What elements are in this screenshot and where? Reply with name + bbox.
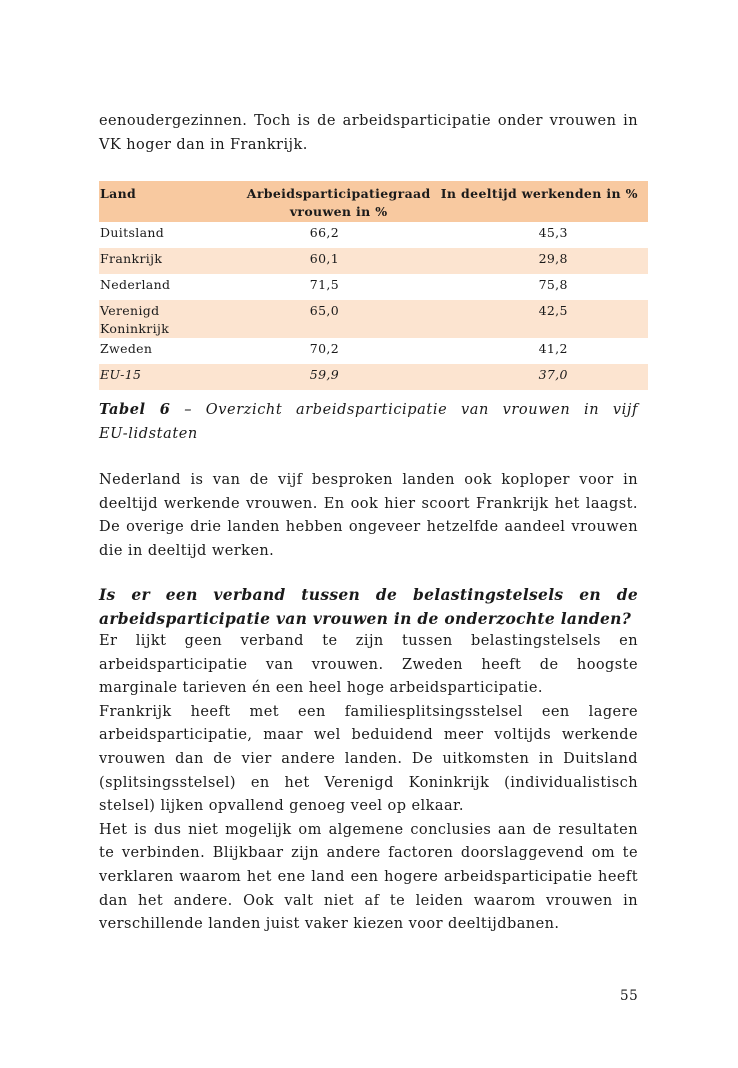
header-participatie: Arbeidsparticipatiegraad vrouwen in % <box>246 186 431 219</box>
table-row <box>99 338 648 364</box>
cell-participatie: 59,9 <box>309 367 339 382</box>
page-number: 55 <box>620 988 639 1004</box>
cell-land: Duitsland <box>100 225 165 240</box>
body-paragraph: Frankrijk heeft met een familiesplitsingsstelsel een lagere arbeidsparticipatie, maar wel beduidend meer voltijds werkende vrouwen dan de vier andere landen. De uitkomsten in Duitsland (splitsingsstelsel) en het Verenigd Koninkrijk (individualistisch stelsel) lijken opvallend genoeg veel op elkaar. <box>99 703 638 815</box>
caption-text: – Overzicht arbeidsparticipatie van vrouwen in vijf EU-lidstaten <box>99 402 638 442</box>
cell-deeltijd: 41,2 <box>538 341 568 356</box>
cell-deeltijd: 45,3 <box>538 225 568 240</box>
caption-label: Tabel 6 <box>99 401 171 418</box>
table-row <box>99 248 648 274</box>
cell-participatie: 70,2 <box>309 341 339 356</box>
cell-participatie: 60,1 <box>309 251 339 266</box>
body-text <box>99 630 638 937</box>
cell-land: Nederland <box>100 277 171 292</box>
table-row <box>99 274 648 300</box>
cell-participatie: 65,0 <box>309 303 339 318</box>
body-paragraph: Er lijkt geen verband te zijn tussen belastingstelsels en arbeidsparticipatie van vrouwen. Zweden heeft de hoogste marginale tarieven én een heel hoge arbeidsparticipatie. <box>99 633 638 697</box>
body-paragraph: Het is dus niet mogelijk om algemene conclusies aan de resultaten te verbinden. Blijkbaar zijn andere factoren doorslaggevend om te verklaren waarom het ene land een hogere arbeidsparticipatie heeft dan het andere. Ook valt niet af te leiden waarom vrouwen in verschillende landen juist vaker kiezen voor deeltijdbanen. <box>99 821 638 933</box>
table-row <box>99 222 648 248</box>
paragraph-koploper: Nederland is van de vijf besproken landen ook koploper voor in deeltijd werkende vrouwen. En ook hier scoort Frankrijk het laagst. De overige drie landen hebben ongeveer hetzelfde aandeel vrouwen die in deeltijd werken. <box>99 472 638 559</box>
cell-deeltijd: 37,0 <box>538 367 568 382</box>
question-heading: Is er een verband tussen de belastingstelsels en de arbeidsparticipatie van vrouwen in de onderzochte landen? <box>99 585 638 628</box>
table-row <box>99 300 648 338</box>
cell-participatie: 66,2 <box>309 225 339 240</box>
cell-deeltijd: 29,8 <box>538 251 568 266</box>
intro-paragraph: eenoudergezinnen. Toch is de arbeidsparticipatie onder vrouwen in VK hoger dan in Frankrijk. <box>99 113 638 153</box>
table-caption <box>99 398 638 446</box>
cell-land: Frankrijk <box>100 251 163 266</box>
cell-land: Zweden <box>100 341 153 356</box>
table-row-eu15 <box>99 364 648 390</box>
header-deeltijd: In deeltijd werkenden in % <box>440 186 638 201</box>
cell-deeltijd: 42,5 <box>538 303 568 318</box>
header-land: Land <box>100 186 137 201</box>
cell-deeltijd: 75,8 <box>538 277 568 292</box>
cell-land: Verenigd Koninkrijk <box>100 303 170 336</box>
table-header-row <box>99 181 648 222</box>
participation-table <box>99 181 648 390</box>
cell-participatie: 71,5 <box>309 277 339 292</box>
cell-land: EU-15 <box>100 367 142 382</box>
